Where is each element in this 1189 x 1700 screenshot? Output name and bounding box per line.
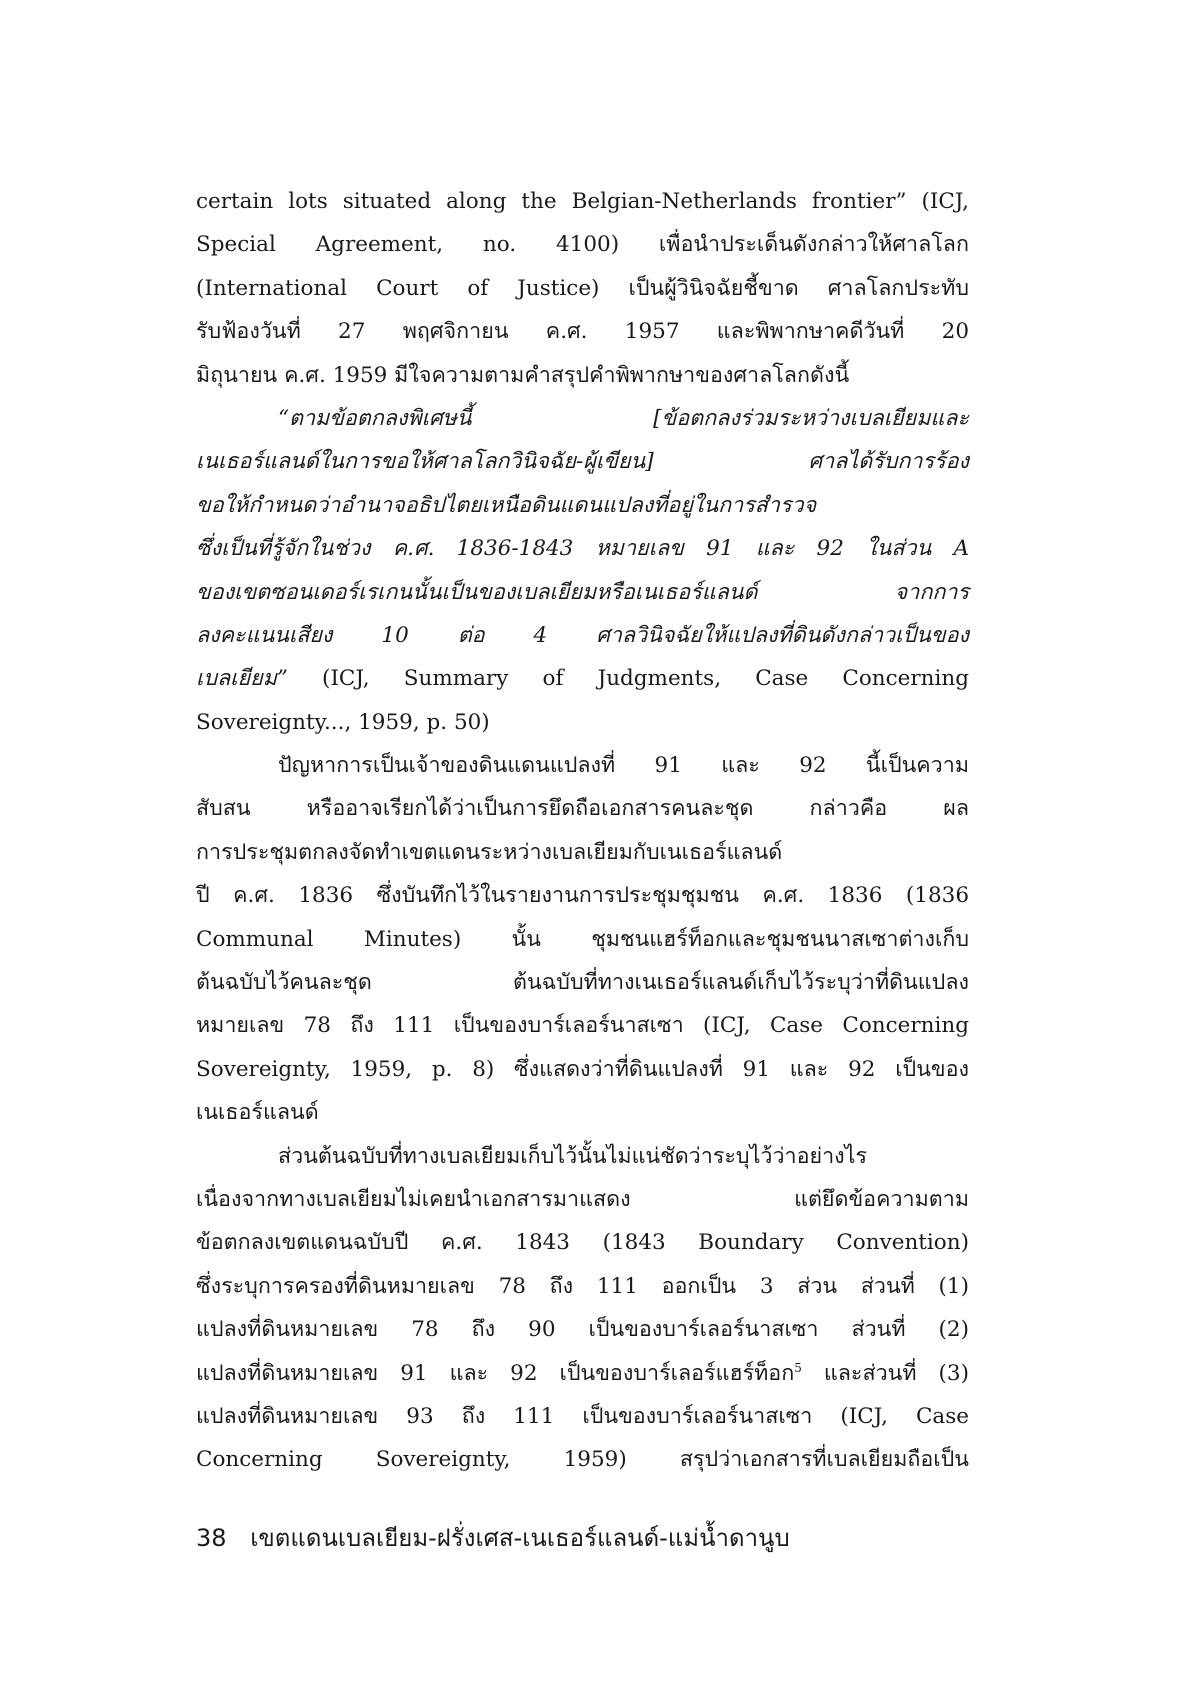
line-text: แปลงที่ดินหมายเลข 91 และ 92 เป็นของบาร์เลอร์แฮร์ท็อก [196, 1360, 795, 1386]
text-line [196, 701, 969, 744]
text-line [196, 440, 969, 483]
text-line [196, 614, 969, 657]
line-text: “ตามข้อตกลงพิเศษนี้ [ข้อตกลงร่วมระหว่างเบลเยียมและ [278, 405, 969, 431]
text-line [196, 874, 969, 917]
line-text: ของเขตซอนเดอร์เรเกนนั้นเป็นของเบลเยียมหรือเนเธอร์แลนด์ จากการ [196, 579, 969, 605]
line-text: ซึ่งเป็นที่รู้จักในช่วง ค.ศ. 1836-1843 หมายเลข 91 และ 92 ในส่วน A [196, 536, 969, 562]
text-line [196, 961, 969, 1004]
line-text: ปี ค.ศ. 1836 ซึ่งบันทึกไว้ในรายงานการประชุมชุมชน ค.ศ. 1836 (1836 [196, 883, 969, 909]
line-text: การประชุมตกลงจัดทำเขตแดนระหว่างเบลเยียมกับเนเธอร์แลนด์ [196, 839, 783, 865]
text-line [196, 484, 969, 527]
line-text: ข้อตกลงเขตแดนฉบับปี ค.ศ. 1843 (1843 Boundary Convention) [196, 1230, 969, 1256]
text-line [196, 1352, 969, 1395]
text-line [196, 918, 969, 961]
line-text: Communal Minutes) นั้น ชุมชนแฮร์ท็อกและชุมชนนาสเซาต่างเก็บ [196, 926, 969, 952]
line-text: ต้นฉบับไว้คนละชุด ต้นฉบับที่ทางเนเธอร์แลนด์เก็บไว้ระบุว่าที่ดินแปลง [196, 970, 969, 996]
line-text: ลงคะแนนเสียง 10 ต่อ 4 ศาลวินิจฉัยให้แปลงที่ดินดังกล่าวเป็นของ [196, 622, 969, 648]
text-line [196, 223, 969, 266]
text-line [196, 1395, 969, 1438]
line-text: ขอให้กำหนดว่าอำนาจอธิปไตยเหนือดินแดนแปลงที่อยู่ในการสำรวจ [196, 492, 817, 518]
line-text: เนเธอร์แลนด์ในการขอให้ศาลโลกวินิจฉัย-ผู้เขียน] ศาลได้รับการร้อง [196, 449, 969, 475]
text-line [196, 1221, 969, 1264]
line-text: มิถุนายน ค.ศ. 1959 มีใจความตามคำสรุปคำพิพากษาของศาลโลกดังนี้ [196, 362, 850, 388]
line-text-normal: (ICJ, Summary of Judgments, Case Concerning [287, 666, 969, 692]
text-line [196, 1178, 969, 1221]
text-line [196, 527, 969, 570]
line-text: ปัญหาการเป็นเจ้าของดินแดนแปลงที่ 91 และ 92 นี้เป็นความ [278, 753, 969, 779]
text-line [196, 1091, 969, 1134]
text-line [196, 180, 969, 223]
line-text: ซึ่งระบุการครองที่ดินหมายเลข 78 ถึง 111 ออกเป็น 3 ส่วน ส่วนที่ (1) [196, 1273, 969, 1299]
line-text: เนื่องจากทางเบลเยียมไม่เคยนำเอกสารมาแสดง แต่ยึดข้อความตาม [196, 1186, 969, 1212]
line-text: (International Court of Justice) เป็นผู้วินิจฉัยชี้ขาด ศาลโลกประทับ [196, 275, 969, 301]
text-line [196, 571, 969, 614]
line-text: certain lots situated along the Belgian-Netherlands frontier” (ICJ, [196, 189, 969, 214]
text-line [196, 831, 969, 874]
line-text: แปลงที่ดินหมายเลข 93 ถึง 111 เป็นของบาร์เลอร์นาสเซา (ICJ, Case [196, 1403, 969, 1429]
line-text: Special Agreement, no. 4100) เพื่อนำประเด็นดังกล่าวให้ศาลโลก [196, 232, 969, 258]
line-text-italic: เบลเยียม” [196, 666, 288, 692]
line-text: แปลงที่ดินหมายเลข 78 ถึง 90 เป็นของบาร์เลอร์นาสเซา ส่วนที่ (2) [196, 1317, 969, 1343]
text-line [196, 267, 969, 310]
footnote-marker: 5 [794, 1360, 802, 1375]
line-text: Sovereignty, 1959, p. 8) ซึ่งแสดงว่าที่ดินแปลงที่ 91 และ 92 เป็นของ [196, 1056, 969, 1082]
line-text: Sovereignty..., 1959, p. 50) [196, 709, 490, 735]
text-line [196, 397, 969, 440]
text-line [196, 1265, 969, 1308]
text-line [196, 1048, 969, 1091]
text-line [196, 1004, 969, 1047]
line-text: สับสน หรืออาจเรียกได้ว่าเป็นการยึดถือเอกสารคนละชุด กล่าวคือ ผล [196, 796, 969, 822]
text-line [196, 744, 969, 787]
line-text: และส่วนที่ (3) [801, 1360, 969, 1386]
text-line [196, 310, 969, 353]
text-line [196, 354, 969, 397]
line-text: Concerning Sovereignty, 1959) สรุปว่าเอกสารที่เบลเยียมถือเป็น [196, 1447, 969, 1473]
text-line [196, 1308, 969, 1351]
text-line [196, 657, 969, 700]
body-text [196, 180, 969, 1482]
text-line [196, 1135, 969, 1178]
text-line [196, 787, 969, 830]
text-line [196, 1438, 969, 1481]
line-text: รับฟ้องวันที่ 27 พฤศจิกายน ค.ศ. 1957 และพิพากษาคดีวันที่ 20 [196, 319, 969, 345]
running-title: เขตแดนเบลเยียม-ฝรั่งเศส-เนเธอร์แลนด์-แม่น้ำดานูบ [250, 1524, 790, 1552]
line-text: ส่วนต้นฉบับที่ทางเบลเยียมเก็บไว้นั้นไม่แน่ชัดว่าระบุไว้ว่าอย่างไร [278, 1143, 868, 1169]
page-number: 38 [196, 1524, 227, 1552]
page-footer [196, 1518, 790, 1558]
line-text: หมายเลข 78 ถึง 111 เป็นของบาร์เลอร์นาสเซา (ICJ, Case Concerning [196, 1013, 969, 1039]
line-text: เนเธอร์แลนด์ [196, 1100, 319, 1126]
